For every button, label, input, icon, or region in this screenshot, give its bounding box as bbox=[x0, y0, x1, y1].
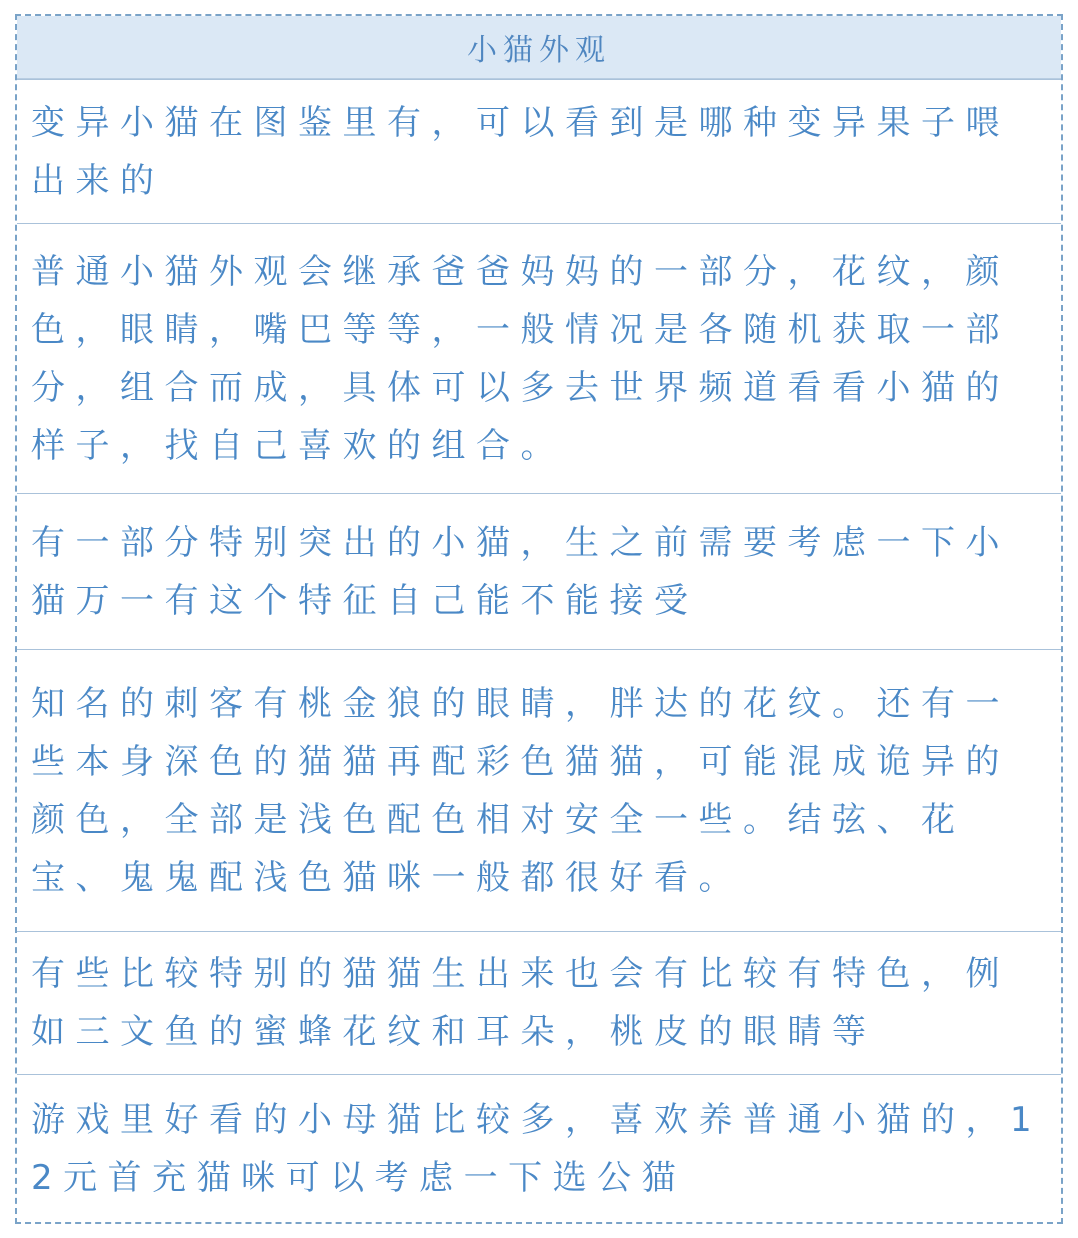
table-row bbox=[17, 79, 1061, 223]
table-row bbox=[17, 223, 1061, 493]
row-text-special-features: 有一部分特别突出的小猫，生之前需要考虑一下小猫万一有这个特征自己能不能接受 bbox=[31, 522, 1010, 621]
table-header bbox=[17, 16, 1061, 79]
row-text-color-combos: 知名的刺客有桃金狼的眼睛，胖达的花纹。还有一些本身深色的猫猫再配彩色猫猫，可能混成诡异的颜色，全部是浅色配色相对安全一些。结弦、花宝、鬼鬼配浅色猫咪一般都很好看。 bbox=[31, 683, 1010, 898]
row-text-gender-tip: 游戏里好看的小母猫比较多，喜欢养普通小猫的，12元首充猫咪可以考虑一下选公猫 bbox=[31, 1100, 1043, 1198]
table-row bbox=[17, 649, 1061, 931]
table-row bbox=[17, 931, 1061, 1074]
table-row bbox=[17, 1074, 1061, 1223]
table-title: 小猫外观 bbox=[467, 33, 611, 68]
row-text-normal-cats: 普通小猫外观会继承爸爸妈妈的一部分，花纹，颜色，眼睛，嘴巴等等，一般情况是各随机获取一部分，组合而成，具体可以多去世界频道看看小猫的样子，找自己喜欢的组合。 bbox=[31, 251, 1010, 466]
cat-appearance-table bbox=[15, 14, 1063, 1224]
row-text-mutant-cats: 变异小猫在图鉴里有，可以看到是哪种变异果子喂出来的 bbox=[31, 102, 1010, 201]
row-text-distinctive-cats: 有些比较特别的猫猫生出来也会有比较有特色，例如三文鱼的蜜蜂花纹和耳朵，桃皮的眼睛等 bbox=[31, 954, 1010, 1052]
table-row bbox=[17, 493, 1061, 649]
